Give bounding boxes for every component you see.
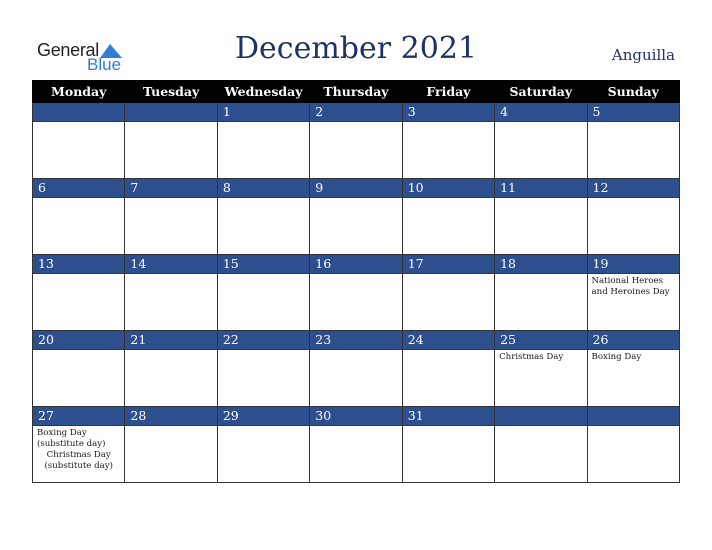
day-number <box>125 103 216 122</box>
day-number: 30 <box>310 407 401 426</box>
day-cell <box>495 179 587 255</box>
day-number: 1 <box>218 103 309 122</box>
holiday-label: Christmas Day <box>499 352 564 362</box>
day-cell <box>33 255 125 331</box>
calendar-grid <box>32 80 680 483</box>
day-number: 17 <box>403 255 494 274</box>
day-number: 6 <box>33 179 124 198</box>
day-cell <box>310 255 402 331</box>
day-cell <box>402 407 494 483</box>
weekday-friday: Friday <box>402 81 494 103</box>
day-cell <box>217 179 309 255</box>
day-cell <box>402 331 494 407</box>
day-number: 13 <box>33 255 124 274</box>
day-number <box>33 103 124 122</box>
weekday-header-row <box>33 81 680 103</box>
day-cell <box>495 407 587 483</box>
day-cell <box>125 407 217 483</box>
day-number <box>588 407 679 426</box>
day-number: 22 <box>218 331 309 350</box>
day-number: 9 <box>310 179 401 198</box>
holiday-label: National Heroes and Heroines Day <box>591 276 670 297</box>
holiday-label: Boxing Day (substitute day) <box>37 428 106 449</box>
day-cell <box>495 331 587 407</box>
day-cell <box>125 103 217 179</box>
day-cell <box>310 103 402 179</box>
day-number <box>495 407 586 426</box>
day-number: 4 <box>495 103 586 122</box>
day-number: 5 <box>588 103 679 122</box>
day-cell <box>495 103 587 179</box>
weekday-thursday: Thursday <box>310 81 402 103</box>
day-number: 25 <box>495 331 586 350</box>
page-title: December 2021 <box>235 31 477 66</box>
day-number: 11 <box>495 179 586 198</box>
day-number: 19 <box>588 255 679 274</box>
day-number: 2 <box>310 103 401 122</box>
day-number: 31 <box>403 407 494 426</box>
day-cell <box>33 331 125 407</box>
logo-text-blue: Blue <box>87 55 122 74</box>
day-number: 26 <box>588 331 679 350</box>
day-number: 10 <box>403 179 494 198</box>
country-name: Anguilla <box>611 46 675 64</box>
week-row <box>33 255 680 331</box>
week-row <box>33 103 680 179</box>
day-cell <box>587 255 679 331</box>
day-cell <box>402 179 494 255</box>
day-cell <box>125 255 217 331</box>
day-number: 16 <box>310 255 401 274</box>
weekday-tuesday: Tuesday <box>125 81 217 103</box>
holiday-label: Christmas Day (substitute day) <box>44 450 113 471</box>
day-number: 14 <box>125 255 216 274</box>
day-number: 20 <box>33 331 124 350</box>
day-cell <box>310 331 402 407</box>
day-cell <box>495 255 587 331</box>
day-cell <box>217 103 309 179</box>
week-row <box>33 331 680 407</box>
week-row <box>33 407 680 483</box>
day-cell <box>310 179 402 255</box>
day-number: 8 <box>218 179 309 198</box>
day-number: 27 <box>33 407 124 426</box>
day-number: 21 <box>125 331 216 350</box>
day-cell <box>125 179 217 255</box>
weekday-saturday: Saturday <box>495 81 587 103</box>
weekday-monday: Monday <box>33 81 125 103</box>
day-cell <box>310 407 402 483</box>
day-number: 29 <box>218 407 309 426</box>
day-number: 7 <box>125 179 216 198</box>
day-number: 24 <box>403 331 494 350</box>
holiday-label: Boxing Day <box>591 352 642 362</box>
day-cell <box>217 331 309 407</box>
day-number: 18 <box>495 255 586 274</box>
day-number: 23 <box>310 331 401 350</box>
day-cell <box>402 103 494 179</box>
weekday-sunday: Sunday <box>587 81 679 103</box>
day-cell <box>217 255 309 331</box>
day-cell <box>33 179 125 255</box>
day-cell <box>125 331 217 407</box>
day-cell <box>402 255 494 331</box>
day-number: 3 <box>403 103 494 122</box>
week-row <box>33 179 680 255</box>
day-cell <box>217 407 309 483</box>
day-cell <box>587 179 679 255</box>
weekday-wednesday: Wednesday <box>217 81 309 103</box>
day-number: 12 <box>588 179 679 198</box>
day-number: 15 <box>218 255 309 274</box>
day-number: 28 <box>125 407 216 426</box>
logo-text-general: General <box>37 40 99 60</box>
day-cell <box>587 103 679 179</box>
day-cell <box>587 407 679 483</box>
day-cell <box>33 103 125 179</box>
day-cell <box>587 331 679 407</box>
day-cell <box>33 407 125 483</box>
